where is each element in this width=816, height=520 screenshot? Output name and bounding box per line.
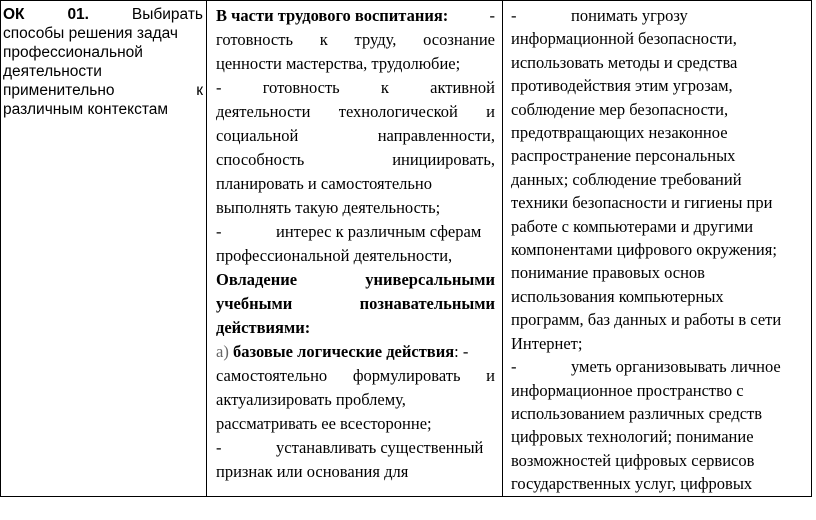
- subsection-title: базовые логические действия: [232, 342, 455, 361]
- word: технологической: [338, 102, 458, 121]
- text-fragment: устанавливать существенный: [276, 438, 484, 457]
- text-line: использованием различных средств: [511, 403, 763, 423]
- text-line: планировать и самостоятельно: [216, 174, 432, 193]
- text-line: компонентами цифрового окружения;: [511, 240, 777, 260]
- competency-number: 01.: [67, 6, 89, 23]
- bold-heading-line: действиями:: [216, 318, 311, 337]
- text-line: [216, 364, 495, 388]
- word: направленности,: [377, 126, 495, 145]
- personal-results-cell: [207, 1, 503, 497]
- text-line: [216, 124, 495, 148]
- list-dash: -: [216, 78, 222, 97]
- text-line: противодействия этим угрозам,: [511, 76, 733, 96]
- text-line: выполнять такую деятельность;: [216, 198, 441, 217]
- text-line: цифровых технологий; понимание: [511, 427, 754, 447]
- word: активной: [430, 78, 495, 97]
- word: Овладение: [216, 270, 298, 289]
- text-line: [216, 76, 495, 100]
- word: способность: [216, 150, 305, 169]
- text-line: использования компьютерных: [511, 286, 724, 306]
- text-line: государственных услуг, цифровых: [511, 474, 753, 494]
- word: учебными: [216, 294, 293, 313]
- word: универсальными: [365, 270, 495, 289]
- personal-results-text: [207, 1, 502, 484]
- text-line: возможностей цифровых сервисов: [511, 450, 755, 470]
- word: готовность: [216, 30, 293, 49]
- text-line: программ, баз данных и работы в сети: [511, 310, 782, 330]
- text-line: [216, 436, 495, 460]
- paragraph-1: [511, 27, 802, 355]
- text-line: данных; соблюдение требований: [511, 169, 742, 189]
- text-line: [511, 4, 802, 27]
- competency-word: к: [196, 82, 203, 99]
- text-fragment: понимать угрозу: [571, 6, 688, 25]
- text-line: информационной безопасности,: [511, 29, 737, 49]
- word: социальной: [216, 126, 299, 145]
- competency-line: [3, 81, 203, 100]
- list-dash: -: [511, 357, 517, 377]
- text-line: признак или основания для: [216, 462, 409, 481]
- text-line: работе с компьютерами и другими: [511, 216, 754, 236]
- word: труду,: [354, 30, 397, 49]
- text-fragment: интерес к различным сферам: [276, 222, 482, 241]
- text-line: использовать методы и средства: [511, 52, 738, 72]
- subsection-line: [216, 340, 495, 364]
- section-heading-line: [216, 4, 495, 28]
- subsection-letter: а): [216, 342, 229, 361]
- bold-heading-line: [216, 292, 495, 316]
- text-line: Интернет;: [511, 333, 583, 353]
- paragraph-2: [511, 379, 802, 496]
- subject-results-text: [503, 1, 811, 496]
- bold-heading-line: [216, 268, 495, 292]
- subject-results-cell: [503, 1, 812, 497]
- text-line: техники безопасности и гигиены при: [511, 193, 773, 213]
- word: осознание: [423, 30, 495, 49]
- word: познавательными: [359, 294, 495, 313]
- list-dash: -: [511, 6, 517, 25]
- text-line: [216, 220, 495, 244]
- word: и: [486, 102, 495, 121]
- competency-code-line: [3, 5, 203, 24]
- competency-verb: Выбирать: [131, 6, 203, 23]
- text-line: профессиональной деятельности,: [216, 246, 453, 265]
- competency-line: способы решения задач: [3, 25, 178, 42]
- text-line: [216, 28, 495, 52]
- text-fragment: уметь организовывать личное: [571, 357, 781, 377]
- competency-word: применительно: [3, 82, 115, 99]
- table-row: [1, 1, 812, 497]
- competency-text: [1, 1, 206, 119]
- word: формулировать: [352, 366, 461, 385]
- word: деятельности: [216, 102, 311, 121]
- text-line: актуализировать проблему,: [216, 390, 406, 409]
- word: к: [319, 30, 328, 49]
- word: к: [380, 78, 389, 97]
- word: инициировать,: [392, 150, 495, 169]
- competency-line: различным контекстам: [3, 101, 169, 118]
- competency-cell: [1, 1, 207, 497]
- text-line: [216, 100, 495, 124]
- text-line: информационное пространство с: [511, 380, 744, 400]
- competency-line: деятельности: [3, 63, 102, 80]
- text-line: предотвращающих незаконное: [511, 123, 728, 143]
- section-heading: В части трудового воспитания:: [216, 6, 449, 25]
- text-line: соблюдение мер безопасности,: [511, 99, 729, 119]
- list-dash: -: [216, 438, 222, 457]
- word: самостоятельно: [216, 366, 328, 385]
- text-line: распространение персональных: [511, 146, 736, 166]
- text-line: понимание правовых основ: [511, 263, 705, 283]
- word: и: [486, 366, 495, 385]
- list-dash: -: [489, 6, 495, 25]
- text-line: ценности мастерства, трудолюбие;: [216, 54, 461, 73]
- word: готовность: [262, 78, 340, 97]
- text-line: рассматривать ее всесторонне;: [216, 414, 432, 433]
- text-line: [216, 148, 495, 172]
- competency-code: ОК: [3, 6, 25, 23]
- text-line: [511, 355, 802, 378]
- competency-line: профессиональной: [3, 44, 143, 61]
- list-dash: -: [216, 222, 222, 241]
- text-fragment: : -: [454, 342, 469, 361]
